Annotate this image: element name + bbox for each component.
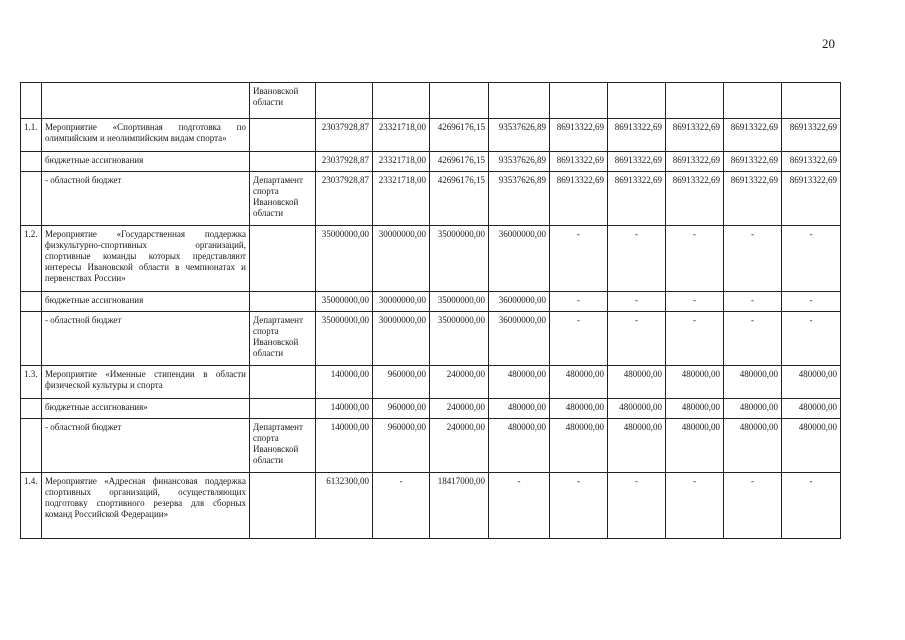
- amount-cell: 23037928,87: [316, 119, 373, 152]
- amount-cell: 86913322,69: [666, 172, 724, 226]
- amount-cell: 35000000,00: [316, 226, 373, 292]
- description-cell: - областной бюджет: [42, 419, 250, 473]
- amount-cell: 960000,00: [373, 419, 430, 473]
- row-number-cell: [21, 399, 42, 419]
- amount-cell: -: [550, 292, 608, 312]
- table-row: [21, 226, 841, 292]
- amount-cell: 86913322,69: [666, 152, 724, 172]
- amount-cell: 36000000,00: [489, 226, 550, 292]
- amount-cell: 35000000,00: [316, 292, 373, 312]
- amount-cell: 86913322,69: [782, 119, 841, 152]
- amount-cell: -: [666, 292, 724, 312]
- department-cell: Департамент спорта Ивановской области: [250, 419, 316, 473]
- amount-cell: 480000,00: [724, 419, 782, 473]
- amount-cell: 480000,00: [724, 366, 782, 399]
- amount-cell: 23037928,87: [316, 172, 373, 226]
- amount-cell: -: [666, 473, 724, 539]
- amount-cell: 86913322,69: [550, 172, 608, 226]
- amount-cell: 6132300,00: [316, 473, 373, 539]
- amount-cell: 36000000,00: [489, 292, 550, 312]
- amount-cell: 480000,00: [550, 419, 608, 473]
- amount-cell: 35000000,00: [316, 312, 373, 366]
- amount-cell: 480000,00: [608, 419, 666, 473]
- amount-cell: -: [724, 226, 782, 292]
- amount-cell: 23321718,00: [373, 119, 430, 152]
- description-cell: Мероприятие «Спортивная подготовка по олимпийским и неолимпийским видам спорта»: [42, 119, 250, 152]
- amount-cell: 93537626,89: [489, 172, 550, 226]
- amount-cell: 23321718,00: [373, 152, 430, 172]
- row-number-cell: [21, 419, 42, 473]
- table-row: [21, 366, 841, 399]
- amount-cell: 4800000,00: [608, 399, 666, 419]
- department-cell: [250, 473, 316, 539]
- amount-cell: -: [550, 226, 608, 292]
- amount-cell: 480000,00: [724, 399, 782, 419]
- amount-cell: 140000,00: [316, 366, 373, 399]
- row-number-cell: [21, 292, 42, 312]
- description-cell: [42, 83, 250, 119]
- amount-cell: 480000,00: [782, 366, 841, 399]
- amount-cell: 30000000,00: [373, 312, 430, 366]
- amount-cell: 42696176,15: [430, 172, 489, 226]
- amount-cell: 480000,00: [489, 419, 550, 473]
- department-cell: [250, 152, 316, 172]
- amount-cell: -: [550, 473, 608, 539]
- row-number-cell: 1.3.: [21, 366, 42, 399]
- amount-cell: -: [724, 473, 782, 539]
- budget-table: [20, 82, 841, 539]
- amount-cell: 86913322,69: [666, 119, 724, 152]
- amount-cell: 480000,00: [666, 366, 724, 399]
- amount-cell: 30000000,00: [373, 226, 430, 292]
- amount-cell: -: [608, 226, 666, 292]
- amount-cell: 93537626,89: [489, 119, 550, 152]
- amount-cell: 35000000,00: [430, 226, 489, 292]
- department-cell: [250, 119, 316, 152]
- description-cell: - областной бюджет: [42, 312, 250, 366]
- amount-cell: -: [608, 312, 666, 366]
- row-number-cell: [21, 312, 42, 366]
- description-cell: бюджетные ассигнования: [42, 152, 250, 172]
- amount-cell: 86913322,69: [724, 172, 782, 226]
- num-cell: [21, 83, 42, 119]
- row-number-cell: 1.1.: [21, 119, 42, 152]
- amount-cell: 23321718,00: [373, 172, 430, 226]
- amount-cell: 240000,00: [430, 419, 489, 473]
- amount-cell: 480000,00: [550, 399, 608, 419]
- department-cell: Ивановской области: [250, 83, 316, 119]
- row-number-cell: [21, 152, 42, 172]
- amount-cell: -: [782, 473, 841, 539]
- row-number-cell: [21, 172, 42, 226]
- amount-cell: 35000000,00: [430, 312, 489, 366]
- amount-cell: 480000,00: [666, 419, 724, 473]
- page-number: 20: [822, 36, 835, 51]
- amount-cell: 480000,00: [489, 366, 550, 399]
- amount-cell: 86913322,69: [550, 119, 608, 152]
- description-cell: бюджетные ассигнования»: [42, 399, 250, 419]
- amount-cell: 86913322,69: [608, 119, 666, 152]
- amount-cell: -: [724, 312, 782, 366]
- amount-cell: -: [666, 312, 724, 366]
- amount-cell: 86913322,69: [724, 152, 782, 172]
- description-cell: Мероприятие «Адресная финансовая поддержка спортивных организаций, осуществляющих подготовку спортивного резерва для сборных команд Российской Федерации»: [42, 473, 250, 539]
- amount-cell: 480000,00: [489, 399, 550, 419]
- department-cell: [250, 399, 316, 419]
- table-row: [21, 312, 841, 366]
- amount-cell: 42696176,15: [430, 152, 489, 172]
- amount-cell: -: [608, 473, 666, 539]
- amount-cell: -: [550, 312, 608, 366]
- table-row: [21, 473, 841, 539]
- description-cell: бюджетные ассигнования: [42, 292, 250, 312]
- amount-cell: 140000,00: [316, 399, 373, 419]
- department-cell: Департамент спорта Ивановской области: [250, 172, 316, 226]
- amount-cell: 960000,00: [373, 366, 430, 399]
- amount-cell: 23037928,87: [316, 152, 373, 172]
- table-row: [21, 419, 841, 473]
- amount-cell: -: [724, 292, 782, 312]
- amount-cell: -: [782, 312, 841, 366]
- amount-cell: 93537626,89: [489, 152, 550, 172]
- table-row-header-continuation: [21, 83, 841, 119]
- amount-cell: 86913322,69: [782, 172, 841, 226]
- amount-cell: 480000,00: [782, 399, 841, 419]
- amount-cell: 86913322,69: [608, 152, 666, 172]
- amount-cell: 18417000,00: [430, 473, 489, 539]
- table-row: [21, 292, 841, 312]
- amount-cell: 30000000,00: [373, 292, 430, 312]
- amount-cell: -: [373, 473, 430, 539]
- table-row: [21, 399, 841, 419]
- description-cell: Мероприятие «Государственная поддержка физкультурно-спортивных организаций, спортивные команды которых представляют интересы Ивановской области в чемпионатах и первенствах России»: [42, 226, 250, 292]
- amount-cell: 86913322,69: [608, 172, 666, 226]
- amount-cell: 86913322,69: [782, 152, 841, 172]
- amount-cell: 480000,00: [782, 419, 841, 473]
- amount-cell: -: [782, 292, 841, 312]
- department-cell: [250, 292, 316, 312]
- row-number-cell: 1.2.: [21, 226, 42, 292]
- row-number-cell: 1.4.: [21, 473, 42, 539]
- description-cell: Мероприятие «Именные стипендии в области физической культуры и спорта: [42, 366, 250, 399]
- amount-cell: 35000000,00: [430, 292, 489, 312]
- amount-cell: 960000,00: [373, 399, 430, 419]
- amount-cell: -: [489, 473, 550, 539]
- amount-cell: 86913322,69: [724, 119, 782, 152]
- amount-cell: 480000,00: [666, 399, 724, 419]
- department-cell: Департамент спорта Ивановской области: [250, 312, 316, 366]
- amount-cell: -: [782, 226, 841, 292]
- department-cell: [250, 366, 316, 399]
- amount-cell: 36000000,00: [489, 312, 550, 366]
- amount-cell: 240000,00: [430, 399, 489, 419]
- amount-cell: 480000,00: [550, 366, 608, 399]
- amount-cell: -: [666, 226, 724, 292]
- description-cell: - областной бюджет: [42, 172, 250, 226]
- amount-cell: 42696176,15: [430, 119, 489, 152]
- amount-cell: 240000,00: [430, 366, 489, 399]
- table-row: [21, 152, 841, 172]
- amount-cell: 480000,00: [608, 366, 666, 399]
- amount-cell: 140000,00: [316, 419, 373, 473]
- amount-cell: 86913322,69: [550, 152, 608, 172]
- amount-cell: -: [608, 292, 666, 312]
- table-row: [21, 172, 841, 226]
- department-cell: [250, 226, 316, 292]
- table-row: [21, 119, 841, 152]
